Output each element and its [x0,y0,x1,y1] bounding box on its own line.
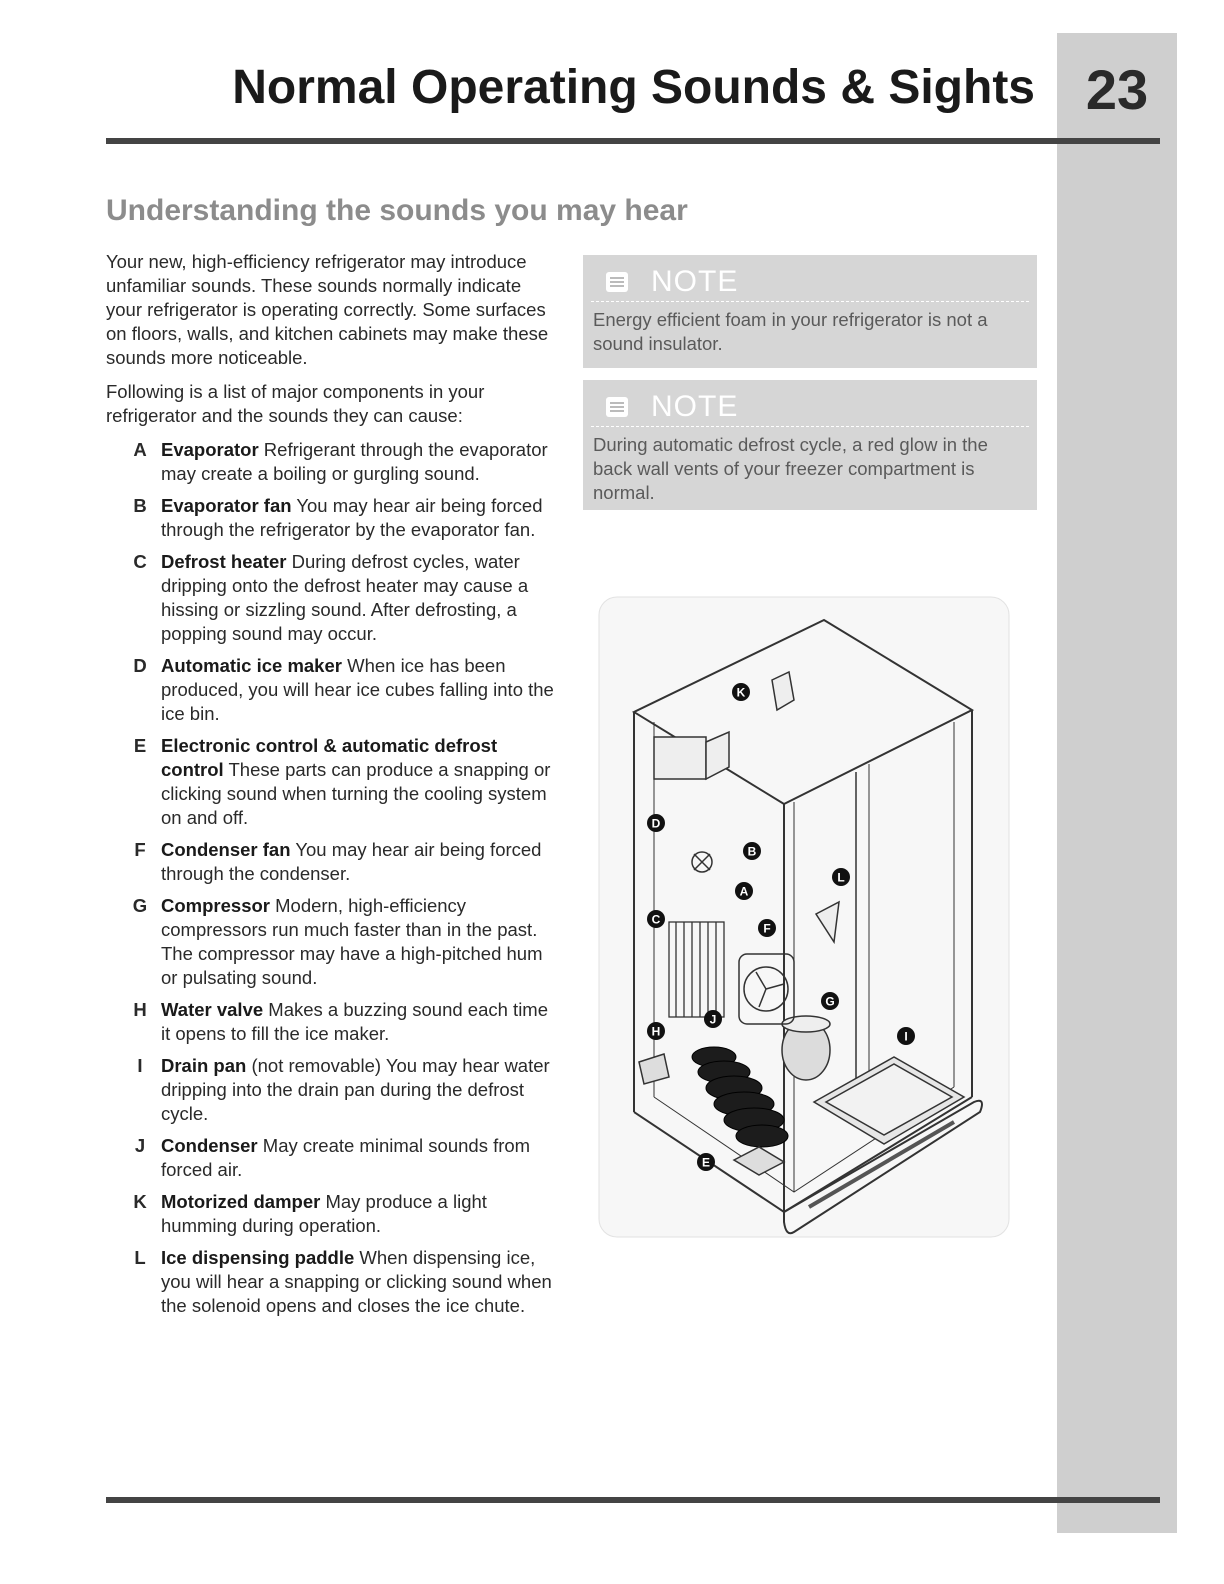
component-name: Compressor [161,895,270,916]
component-name: Motorized damper [161,1191,321,1212]
components-list [106,438,561,1318]
component-item [106,1054,561,1126]
component-name: Evaporator fan [161,495,292,516]
component-name: Water valve [161,999,264,1020]
callout-label: G [825,994,835,1009]
note-header [591,388,1029,427]
intro-paragraph-2: Following is a list of major components in your refrigerator and the sounds they can cause: [106,381,485,426]
callout-label: H [651,1024,661,1039]
callout-label: J [709,1012,717,1027]
component-letter: F [134,839,146,860]
body-column [106,250,561,1326]
component-description: May produce a light humming during operation. [161,1191,487,1236]
callout-label: I [904,1029,908,1044]
callout-c [647,910,665,928]
callout-label: L [837,870,845,885]
note-icon [595,393,639,421]
callout-f [758,919,776,937]
callout-label: K [736,685,746,700]
callout-label: A [739,884,749,899]
component-item [106,494,561,542]
callout-d [647,814,665,832]
compressor [782,1016,830,1080]
component-item [106,1134,561,1182]
callout-label: B [747,844,757,859]
component-letter: E [133,735,147,756]
component-name: Drain pan [161,1055,247,1076]
header-rule [106,138,1160,144]
component-description: These parts can produce a snapping or clicking sound when turning the cooling system on and off. [161,759,551,828]
refrigerator-diagram [594,592,1014,1242]
component-name: Evaporator [161,439,259,460]
callout-label: E [701,1155,711,1170]
component-description: When dispensing ice, you will hear a snapping or clicking sound when the solenoid opens and closes the ice chute. [161,1247,552,1316]
intro-paragraph-1: Your new, high-efficiency refrigerator may introduce unfamiliar sounds. These sounds normally indicate your refrigerator is operating correctly. Some surfaces on floors, walls, and kitchen cabinets may make these sounds more noticeable. [106,251,549,368]
component-name: Defrost heater [161,551,287,572]
component-letter: A [133,439,147,460]
callout-h [647,1022,665,1040]
component-name: Condenser [161,1135,258,1156]
ice-maker [654,732,729,779]
component-item [106,894,561,990]
component-description: Modern, high-efficiency compressors run much faster than in the past. The compressor may have a high-pitched hum or pulsating sound. [161,895,543,988]
component-item [106,838,561,886]
callout-label: C [651,912,661,927]
component-letter: G [132,895,148,916]
component-letter: I [137,1055,143,1076]
component-letter: D [133,655,147,676]
component-item [106,654,561,726]
note-text: Energy efficient foam in your refrigerator is not a sound insulator. [593,309,988,354]
component-letter: C [133,551,147,572]
component-letter: J [134,1135,146,1156]
component-letter: L [134,1247,146,1268]
callout-e [697,1153,715,1171]
callout-i [897,1027,915,1045]
component-letter: K [133,1191,147,1212]
component-description: During defrost cycles, water dripping onto the defrost heater may cause a hissing or sizzling sound. After defrosting, a popping sound may occur. [161,551,529,644]
component-letter: H [133,999,147,1020]
component-description: (not removable) You may hear water dripping into the drain pan during the defrost cycle. [161,1055,550,1124]
note-icon [595,268,639,296]
component-description: Refrigerant through the evaporator may create a boiling or gurgling sound. [161,439,548,484]
component-item [106,734,561,830]
callout-g [821,992,839,1010]
component-description: You may hear air being forced through the condenser. [161,839,542,884]
callout-l [832,868,850,886]
component-description: You may hear air being forced through the refrigerator by the evaporator fan. [161,495,543,540]
callout-k [732,683,750,701]
component-name: Automatic ice maker [161,655,342,676]
note-label: NOTE [651,265,739,298]
callout-label: F [763,921,771,936]
note-header [591,263,1029,302]
component-description: May create minimal sounds from forced air. [161,1135,531,1180]
component-letter: B [133,495,147,516]
note-box-foam [583,255,1037,368]
callout-j [704,1010,722,1028]
callout-b [743,842,761,860]
callout-a [735,882,753,900]
component-item [106,1246,561,1318]
component-description: Makes a buzzing sound each time it opens to fill the ice maker. [161,999,549,1044]
section-heading: Understanding the sounds you may hear [106,194,688,227]
footer-rule [106,1497,1160,1503]
page-number: 23 [1085,58,1149,121]
note-text: During automatic defrost cycle, a red glow in the back wall vents of your freezer compartment is normal. [593,434,988,503]
component-item [106,438,561,486]
page-title: Normal Operating Sounds & Sights [232,61,1035,114]
component-name: Condenser fan [161,839,291,860]
callout-label: D [651,816,661,831]
component-item [106,998,561,1046]
side-tab [1057,33,1177,1533]
note-label: NOTE [651,390,739,423]
component-description: When ice has been produced, you will hear ice cubes falling into the ice bin. [161,655,554,724]
component-name: Electronic control & automatic defrost control [161,735,498,780]
component-name: Ice dispensing paddle [161,1247,355,1268]
component-item [106,1190,561,1238]
component-item [106,550,561,646]
note-box-defrost [583,380,1037,510]
